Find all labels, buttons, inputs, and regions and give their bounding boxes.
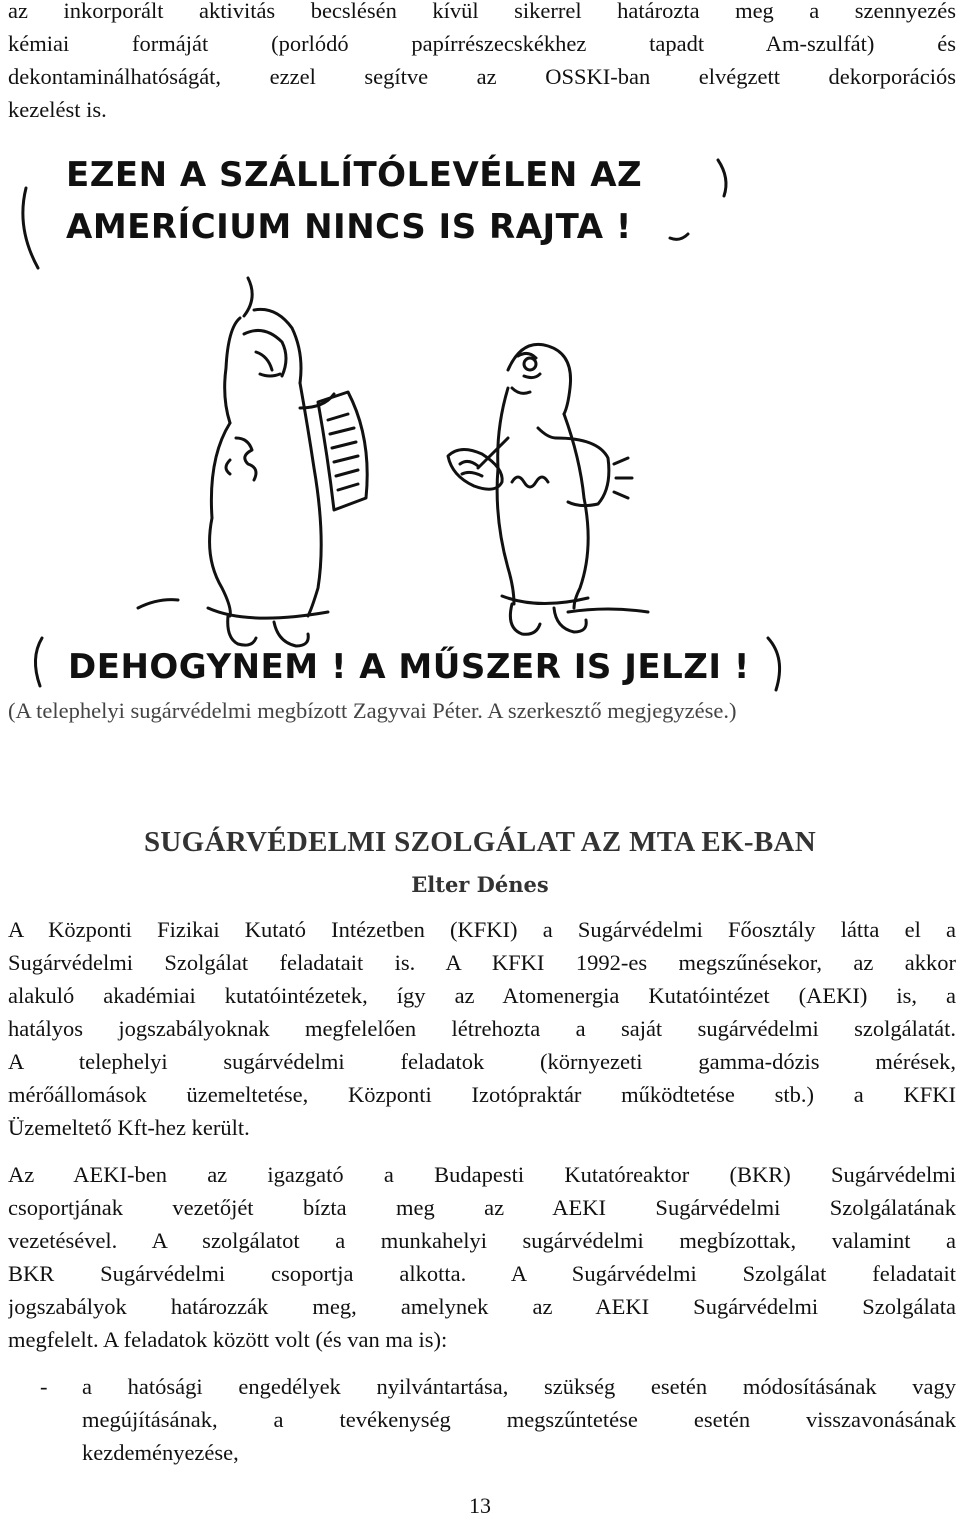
text-line: megújításának, a tevékenység megszűntetése esetén visszavonásának	[82, 1407, 956, 1432]
text-line: csoportjának vezetőjét bízta meg az AEKI Sugárvédelmi Szolgálatának	[8, 1195, 956, 1220]
text-line: dekontaminálhatóságát, ezzel segítve az OSSKI-ban elvégzett dekorporációs	[8, 64, 956, 89]
paragraph-1	[8, 913, 956, 1144]
list-item-text	[82, 1370, 956, 1469]
bullet-dash: -	[40, 1374, 48, 1399]
text-line: kezdeményezése,	[82, 1440, 239, 1465]
paragraph-2	[8, 1158, 956, 1356]
right-figure	[448, 344, 632, 634]
text-line: mérőállomások üzemeltetése, Központi Izotópraktár működtetése stb.) a KFKI	[8, 1082, 956, 1107]
text-line: hatályos jogszabályoknak megfelelően létrehozta a saját sugárvédelmi szolgálatát.	[8, 1016, 956, 1041]
page-number: 13	[469, 1493, 491, 1518]
text-line: az inkorporált aktivitás becslésén kívül sikerrel határozta meg a szennyezés	[8, 0, 956, 23]
text-line: Üzemeltető Kft-hez került.	[8, 1115, 250, 1140]
text-line: kémiai formáját (porlódó papírrészecskékhez tapadt Am-szulfát) és	[8, 31, 956, 56]
intro-paragraph	[8, 0, 956, 126]
left-figure	[208, 309, 367, 646]
speech-line-3: DEHOGYNEM ! A MŰSZER IS JELZI !	[68, 647, 750, 687]
text-line: BKR Sugárvédelmi csoportja alkotta. A Sugárvédelmi Szolgálat feladatait	[8, 1261, 956, 1286]
text-line: Az AEKI-ben az igazgató a Budapesti Kutatóreaktor (BKR) Sugárvédelmi	[8, 1162, 956, 1187]
text-line: a hatósági engedélyek nyilvántartása, szükség esetén módosításának vagy	[82, 1374, 956, 1399]
text-line: kezelést is.	[8, 97, 107, 122]
text-line: A telephelyi sugárvédelmi feladatok (környezeti gamma-dózis mérések,	[8, 1049, 956, 1074]
text-line: megfelelt. A feladatok között volt (és van ma is):	[8, 1327, 448, 1352]
cartoon-illustration	[8, 138, 808, 703]
speech-line-2: AMERÍCIUM NINCS IS RAJTA !	[66, 207, 632, 247]
figure-caption: (A telephelyi sugárvédelmi megbízott Zagyvai Péter. A szerkesztő megjegyzése.)	[8, 698, 737, 723]
text-line: Sugárvédelmi Szolgálat feladatait is. A KFKI 1992-es megszűnésekor, az akkor	[8, 950, 956, 975]
section-author: Elter Dénes	[411, 872, 549, 897]
text-line: vezetésével. A szolgálatot a munkahelyi sugárvédelmi megbízottak, valamint a	[8, 1228, 956, 1253]
text-line: jogszabályok határozzák meg, amelynek az AEKI Sugárvédelmi Szolgálata	[8, 1294, 956, 1319]
speech-line-1: EZEN A SZÁLLÍTÓLEVÉLEN AZ	[66, 155, 643, 195]
text-line: alakuló akadémiai kutatóintézetek, így az Atomenergia Kutatóintézet (AEKI) is, a	[8, 983, 956, 1008]
text-line: A Központi Fizikai Kutató Intézetben (KFKI) a Sugárvédelmi Főosztály látta el a	[8, 917, 956, 942]
section-title: SUGÁRVÉDELMI SZOLGÁLAT AZ MTA EK-BAN	[143, 826, 817, 858]
